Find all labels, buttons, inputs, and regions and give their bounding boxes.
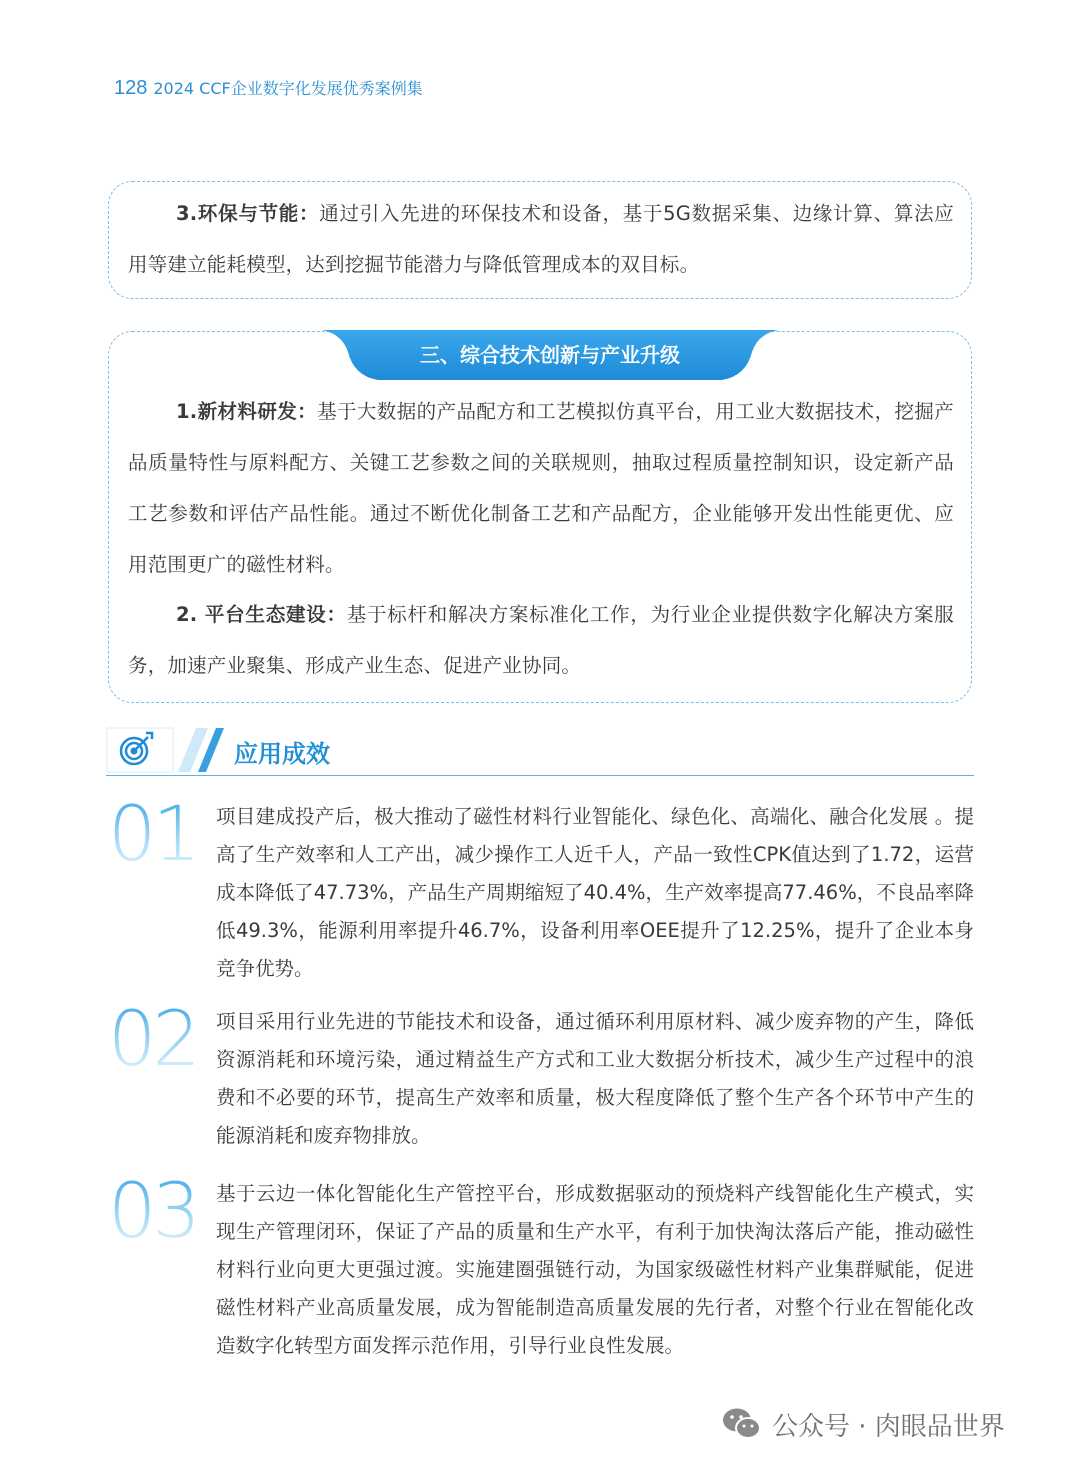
watermark-text: 公众号 · 肉眼品世界 bbox=[772, 1411, 1005, 1442]
item-text: 项目采用行业先进的节能技术和设备，通过循环利用原材料、减少废弃物的产生，降低资源消耗和环境污染，通过精益生产方式和工业大数据分析技术，减少生产过程中的浪费和不必要的环节，提高生产效率和质量，极大程度降低了整个生产各个环节中产生的能源消耗和废弃物排放。 bbox=[216, 1010, 974, 1147]
watermark bbox=[722, 1404, 1005, 1444]
item-text: 基于云边一体化智能化生产管控平台，形成数据驱动的预烧料产线智能化生产模式，实现生产管理闭环，保证了产品的质量和生产水平，有利于加快淘汰落后产能，推动磁性材料行业向更大更强过渡。实施建圈强链行动，为国家级磁性材料产业集群赋能，促进磁性材料产业高质量发展，成为智能制造高质量发展的先行者，对整个行业在智能化改造数字化转型方面发挥示范作用，引导行业良性发展。 bbox=[216, 1182, 974, 1357]
paragraph-energy-saving bbox=[128, 188, 954, 290]
wechat-icon bbox=[722, 1407, 762, 1441]
page-number: 128 bbox=[114, 77, 148, 99]
item-number: 02 bbox=[108, 999, 208, 1079]
paragraph-platform-ecosystem bbox=[128, 589, 954, 691]
item-text: 项目建成投产后，极大推动了磁性材料行业智能化、绿色化、高端化、融合化发展 。提高了生产效率和人工产出，减少操作工人近千人，产品一致性CPK值达到了1.72，运营成本降低了47.73%，产品生产周期缩短了40.4%，生产效率提高77.46%，不良品率降低49.3%，能源利用率提升46.7%，设备利用率OEE提升了12.25%，提升了企业本身竞争优势。 bbox=[216, 805, 974, 980]
paragraph-new-materials bbox=[128, 386, 954, 590]
section-heading bbox=[106, 726, 974, 776]
paragraph-body: 基于大数据的产品配方和工艺模拟仿真平台，用工业大数据技术，挖掘产品质量特性与原料配方、关键工艺参数之间的关联规则，抽取过程质量控制知识，设定新产品工艺参数和评估产品性能。通过不断优化制备工艺和产品配方，企业能够开发出性能更优、应用范围更广的磁性材料。 bbox=[128, 400, 955, 576]
page-header bbox=[114, 76, 423, 104]
section-banner bbox=[322, 330, 778, 380]
paragraph-lead: 2. 平台生态建设： bbox=[176, 603, 347, 626]
section-underline bbox=[106, 775, 974, 777]
paragraph-lead: 3.环保与节能： bbox=[176, 202, 320, 225]
section-title: 应用成效 bbox=[234, 740, 330, 768]
paragraph-lead: 1.新材料研发： bbox=[176, 400, 318, 423]
paragraph-body: 通过引入先进的环保技术和设备，基于5G数据采集、边缘计算、算法应用等建立能耗模型，达到挖掘节能潜力与降低管理成本的双目标。 bbox=[128, 202, 954, 276]
banner-title: 三、综合技术创新与产业升级 bbox=[420, 343, 680, 367]
item-number: 03 bbox=[108, 1171, 208, 1251]
paragraph-body: 基于标杆和解决方案标准化工作，为行业企业提供数字化解决方案服务，加速产业聚集、形成产业生态、促进产业协同。 bbox=[128, 603, 954, 677]
target-icon bbox=[106, 726, 226, 774]
book-title: 2024 CCF企业数字化发展优秀案例集 bbox=[153, 79, 423, 98]
item-number: 01 bbox=[108, 794, 208, 874]
